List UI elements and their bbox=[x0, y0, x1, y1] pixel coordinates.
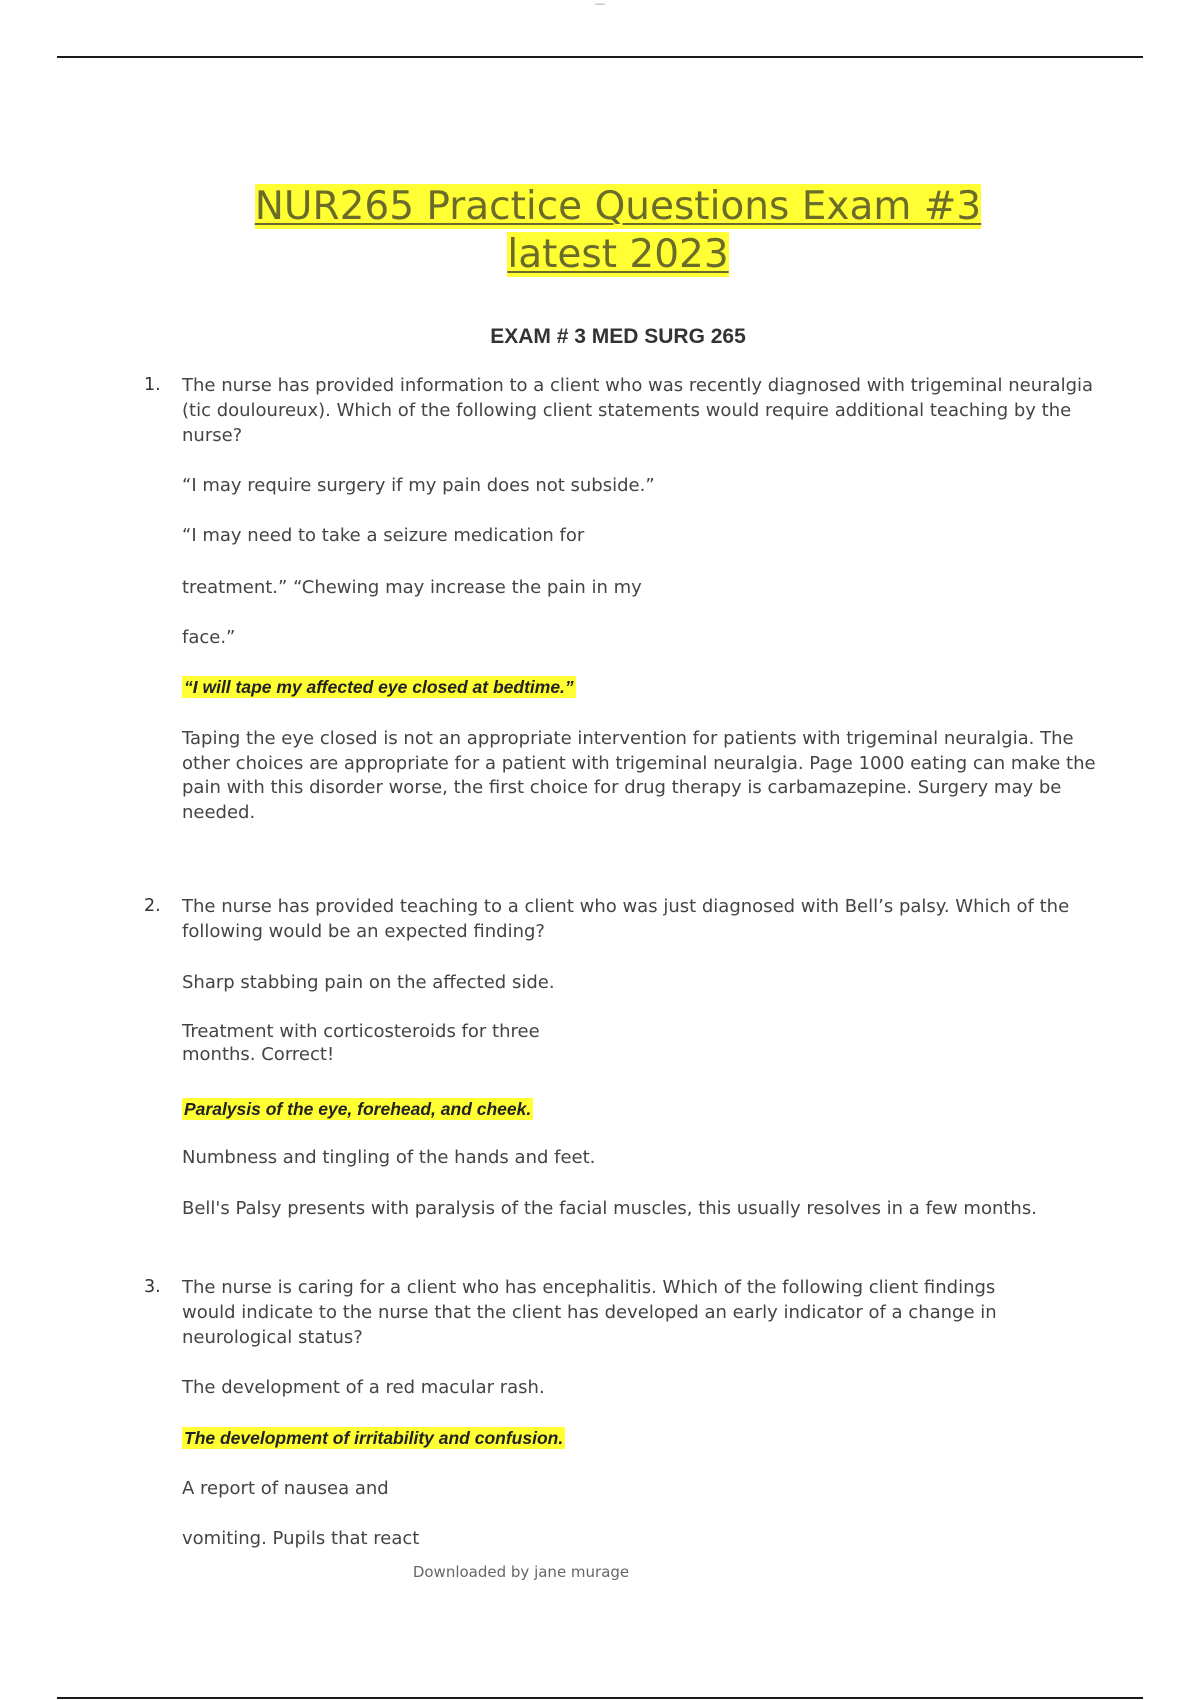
answer-option: Numbness and tingling of the hands and feet. bbox=[182, 1147, 596, 1168]
answer-option: The development of a red macular rash. bbox=[182, 1377, 545, 1398]
title-line-1: NUR265 Practice Questions Exam #3 bbox=[254, 184, 982, 229]
question-number: 1. bbox=[144, 375, 161, 395]
answer-option: treatment.” “Chewing may increase the pain in my bbox=[182, 577, 642, 598]
answer-option: face.” bbox=[182, 627, 236, 648]
question-text: The nurse is caring for a client who has encephalitis. Which of the following client findings would indicate to the nurse that the client has developed an early indicator of a change in neurological status? bbox=[182, 1277, 997, 1348]
correct-answer bbox=[182, 1097, 533, 1122]
top-rule bbox=[57, 56, 1143, 58]
answer-option: Sharp stabbing pain on the affected side. bbox=[182, 972, 555, 993]
download-footer: Downloaded by jane murage bbox=[412, 1563, 630, 1581]
question-text: The nurse has provided information to a client who was recently diagnosed with trigeminal neuralgia (tic douloureux). Which of the following client statements would require additional teaching by the nurse? bbox=[182, 375, 1094, 446]
correct-answer-highlight: “I will tape my affected eye closed at bedtime.” bbox=[184, 677, 574, 697]
answer-option: “I may need to take a seizure medication for bbox=[182, 525, 585, 546]
correct-answer-highlight: Paralysis of the eye, forehead, and cheek. bbox=[184, 1099, 532, 1119]
answer-option: vomiting. Pupils that react bbox=[182, 1528, 420, 1549]
title-line-2: latest 2023 bbox=[507, 232, 729, 277]
correct-answer bbox=[182, 675, 576, 700]
answer-rationale: Taping the eye closed is not an appropriate intervention for patients with trigeminal neuralgia. The other choices are appropriate for a patient with trigeminal neuralgia. Page 1000 eating can make the pain with this disorder worse, the first choice for drug therapy is carbamazepine. Surgery may be needed. bbox=[182, 728, 1096, 823]
bottom-rule bbox=[57, 1697, 1143, 1699]
question-number: 3. bbox=[144, 1277, 161, 1297]
answer-option: A report of nausea and bbox=[182, 1478, 389, 1499]
answer-option: “I may require surgery if my pain does not subside.” bbox=[182, 475, 655, 496]
answer-option: Treatment with corticosteroids for three months. Correct! bbox=[182, 1021, 540, 1065]
question-number: 2. bbox=[144, 896, 161, 916]
document-title bbox=[0, 183, 1200, 279]
correct-answer-highlight: The development of irritability and confusion. bbox=[184, 1428, 564, 1448]
correct-answer bbox=[182, 1426, 565, 1451]
answer-rationale: Bell's Palsy presents with paralysis of the facial muscles, this usually resolves in a few months. bbox=[182, 1198, 1037, 1219]
exam-heading: EXAM # 3 MED SURG 265 bbox=[490, 325, 746, 348]
question-text: The nurse has provided teaching to a client who was just diagnosed with Bell’s palsy. Which of the following would be an expected finding? bbox=[182, 896, 1070, 942]
page-header-mark: — bbox=[594, 0, 606, 8]
